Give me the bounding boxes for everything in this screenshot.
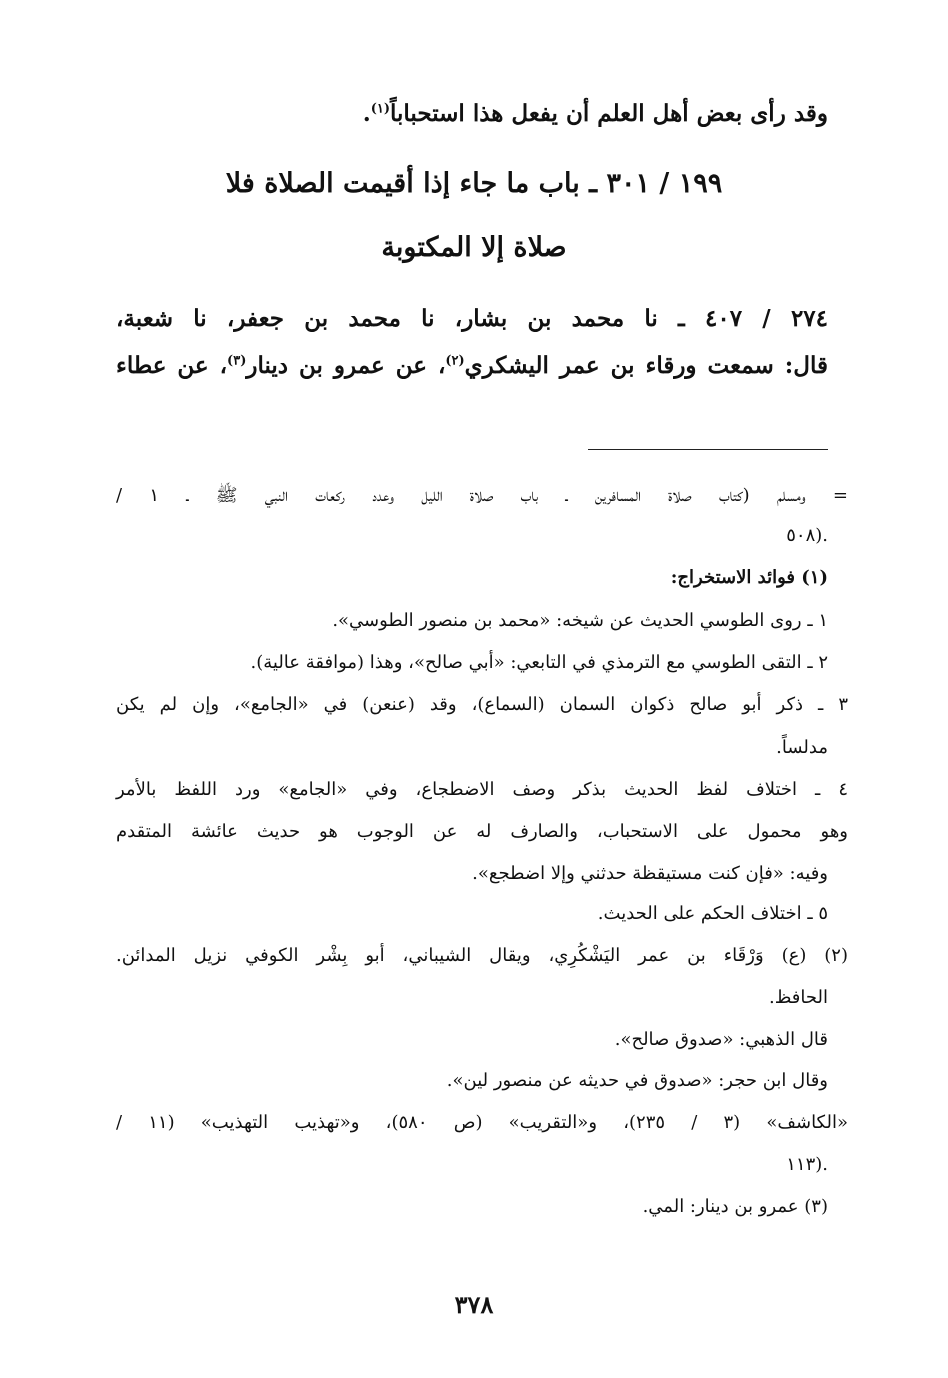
footnote-2-line4: وقال ابن حجر: «صدوق في حديثه عن منصور لين». — [446, 1070, 828, 1091]
main-text-line — [363, 100, 828, 127]
footnote-1-item-4-line1: ٤ ـ اختلاف لفظ الحديث بذكر وصف الاضطجاع، وفي «الجامع» ورد اللفظ بالأمر — [116, 779, 848, 800]
footnote-ref-2: (٢) — [445, 353, 465, 369]
hadith-line2-part-b: ، عن عمرو بن دينار — [246, 352, 446, 379]
footnote-2-line5: «الكاشف» (٣ / ٢٣٥)، و«التقريب» (ص ٥٨٠)، و«تهذيب التهذيب» (١١ / — [116, 1112, 848, 1133]
main-line1-text: وقد رأى بعض أهل العلم أن يفعل هذا استحباباً — [390, 100, 828, 127]
page-number: ٣٧٨ — [454, 1290, 494, 1319]
footnote-2-line6: ١١٣). — [786, 1154, 828, 1175]
main-line1-end: . — [362, 100, 371, 127]
footnote-divider — [588, 449, 828, 450]
hadith-line2-part-a: قال: سمعت ورقاء بن عمر اليشكري — [464, 352, 828, 379]
footnote-1-heading: (١) فوائد الاستخراج: — [670, 567, 828, 588]
footnote-2-line1: (٢) (ع) وَرْقَاء بن عمر اليَشْكُرِي، ويقال الشيباني، أبو بِشْر الكوفي نزيل المدائن. — [116, 945, 848, 966]
footnote-continuation-line1: = ومسلم (كتاب صلاة المسافرين ـ باب صلاة الليل وعدد ركعات النبي ﷺ ـ ١ / — [116, 485, 848, 506]
footnote-1-item-1: ١ ـ روى الطوسي الحديث عن شيخه: «محمد بن منصور الطوسي». — [332, 610, 828, 631]
footnote-1-item-2: ٢ ـ التقى الطوسي مع الترمذي في التابعي: «أبي صالح»، وهذا (موافقة عالية). — [250, 652, 828, 673]
footnote-ref-1: (١) — [370, 101, 390, 117]
footnote-ref-3: (٣) — [227, 353, 247, 369]
chapter-heading-line1: ١٩٩ / ٣٠١ ـ باب ما جاء إذا أقيمت الصلاة فلا — [225, 168, 723, 199]
footnote-2-line2: الحافظ. — [768, 987, 828, 1008]
footnote-2-line3: قال الذهبي: «صدوق صالح». — [614, 1029, 828, 1050]
chapter-heading-line2: صلاة إلا المكتوبة — [381, 232, 567, 263]
footnote-1-item-3-line1: ٣ ـ ذكر أبو صالح ذكوان السمان (السماع)، وقد (عنعن) في «الجامع»، وإن لم يكن — [116, 694, 848, 715]
footnote-1-item-4-line3: وفيه: «فإن كنت مستيقظة حدثني وإلا اضطجع». — [472, 863, 828, 884]
hadith-text-line1: ٢٧٤ / ٤٠٧ ـ نا محمد بن بشار، نا محمد بن جعفر، نا شعبة، — [116, 305, 828, 332]
hadith-text-line2 — [116, 352, 828, 379]
footnote-1-item-5: ٥ ـ اختلاف الحكم على الحديث. — [597, 903, 828, 924]
footnote-1-item-4-line2: وهو محمول على الاستحباب، والصارف له عن الوجوب هو حديث عائشة المتقدم — [116, 821, 848, 842]
hadith-line2-part-c: ، عن عطاء — [116, 352, 228, 379]
footnote-continuation-line2: ٥٠٨). — [786, 525, 828, 546]
footnote-3: (٣) عمرو بن دينار: المي. — [642, 1196, 828, 1217]
footnote-1-item-3-line2: مدلساً. — [776, 737, 828, 758]
